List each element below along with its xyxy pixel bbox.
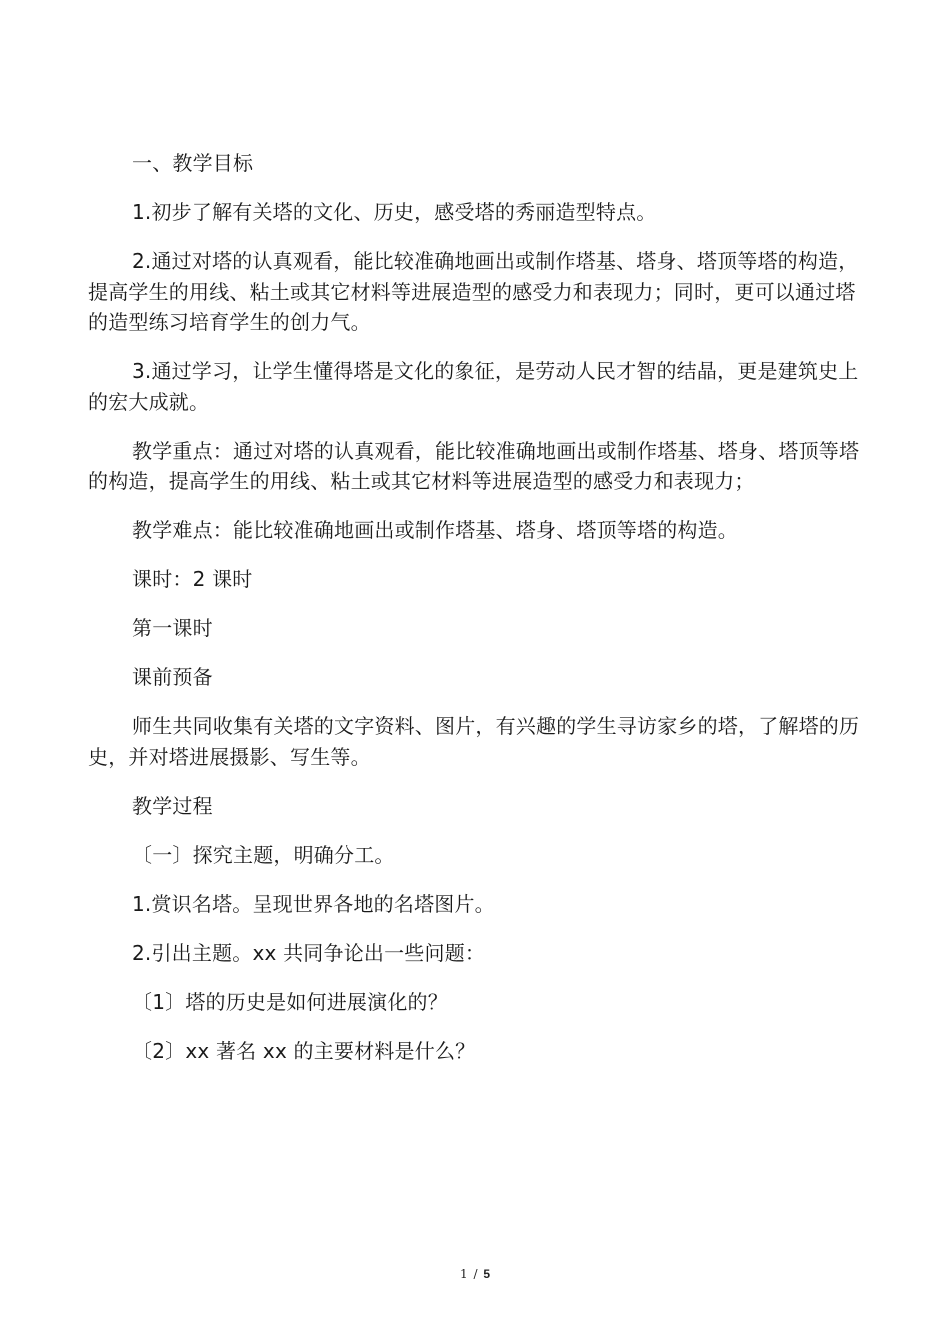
teaching-difficulty: 教学难点：能比较准确地画出或制作塔基、塔身、塔顶等塔的构造。 <box>132 518 738 542</box>
question-2: 〔2〕xx 著名 xx 的主要材料是什么？ <box>132 1038 476 1063</box>
page-current: 1 <box>459 1267 468 1281</box>
preparation-heading: 课前预备 <box>132 665 213 689</box>
first-lesson-heading: 第一课时 <box>132 616 213 640</box>
process-item-1: 1.赏识名塔。呈现世界各地的名塔图片。 <box>132 891 495 916</box>
objective-3: 3.通过学习，让学生懂得塔是文化的象征，是劳动人民才智的结晶，更是建筑史上的宏大成就。 <box>88 359 859 414</box>
document-body <box>88 148 866 1085</box>
class-hours: 课时：2 课时 <box>132 567 253 591</box>
objective-2: 2.通过对塔的认真观看，能比较准确地画出或制作塔基、塔身、塔顶等塔的构造，提高学生的用线、粘土或其它材料等进展造型的感受力和表现力；同时，更可以通过塔的造型练习培育学生的创力气。 <box>88 249 859 334</box>
page-total: 5 <box>483 1267 491 1281</box>
page-number <box>0 1267 950 1281</box>
teaching-key-point: 教学重点：通过对塔的认真观看，能比较准确地画出或制作塔基、塔身、塔顶等塔的构造，提高学生的用线、粘土或其它材料等进展造型的感受力和表现力； <box>88 438 860 493</box>
process-heading: 教学过程 <box>132 793 213 818</box>
section-heading-objectives: 一、教学目标 <box>132 151 254 175</box>
page-separator: / <box>473 1267 478 1281</box>
objective-1: 1.初步了解有关塔的文化、历史，感受塔的秀丽造型特点。 <box>132 200 657 224</box>
question-1: 〔1〕塔的历史是如何进展演化的？ <box>132 989 448 1014</box>
process-step-heading: 〔一〕探究主题，明确分工。 <box>132 842 395 867</box>
preparation-text: 师生共同收集有关塔的文字资料、图片，有兴趣的学生寻访家乡的塔，了解塔的历史，并对塔进展摄影、写生等。 <box>88 714 860 769</box>
process-item-2: 2.引出主题。xx 共同争论出一些问题： <box>132 940 486 965</box>
